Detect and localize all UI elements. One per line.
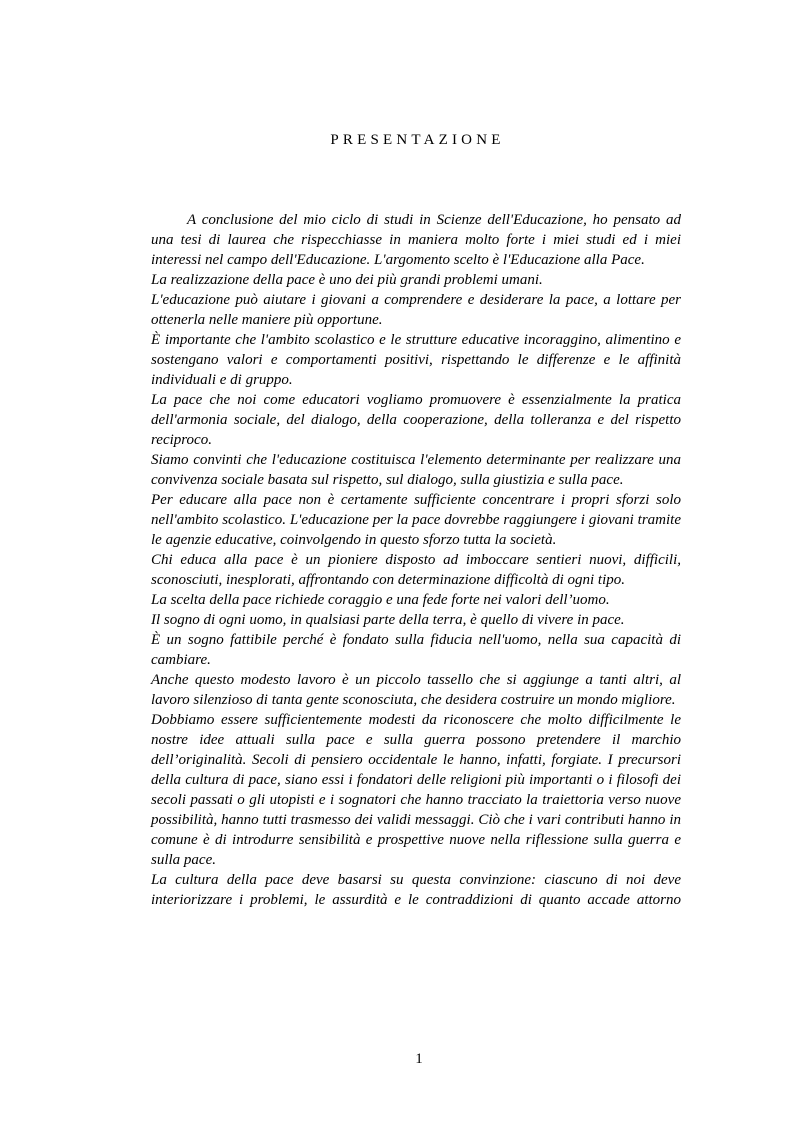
paragraph: Il sogno di ogni uomo, in qualsiasi parte della terra, è quello di vivere in pace. — [151, 612, 625, 628]
paragraph: Dobbiamo essere sufficientemente modesti da riconoscere che molto difficilmente le nostre idee attuali sulla pace e sulla guerra possono pretendere il marchio dell’originalità. Secoli di pensiero occidentale le hanno, infatti, forgiate. I precursori della cultura di pace, siano essi i fondatori delle religioni più importanti o i filosofi dei secoli passati o gli utopisti e i sognatori che hanno tracciato la traiettoria verso nuove possibilità, hanno tutti trasmesso dei validi messaggi. Ciò che i vari contributi hanno in comune è di introdurre sensibilità e prospettive nuove nella riflessione sulla guerra e sulla pace. — [151, 712, 681, 868]
paragraph: È un sogno fattibile perché è fondato sulla fiducia nell'uomo, nella sua capacità di cambiare. — [151, 632, 681, 668]
paragraph: A conclusione del mio ciclo di studi in Scienze dell'Educazione, ho pensato ad una tesi di laurea che rispecchiasse in maniera molto forte i miei studi ed i miei interessi nel campo dell'Educazione. L'argomento scelto è l'Educazione alla Pace. — [151, 212, 681, 268]
paragraph: Chi educa alla pace è un pioniere disposto ad imboccare sentieri nuovi, difficili, sconosciuti, inesplorati, affrontando con determinazione difficoltà di ogni tipo. — [151, 552, 681, 588]
paragraph: La scelta della pace richiede coraggio e una fede forte nei valori dell’uomo. — [151, 592, 610, 608]
paragraph: La cultura della pace deve basarsi su questa convinzione: ciascuno di noi deve interiorizzare i problemi, le assurdità e le contraddizioni di quanto accade attorno — [151, 872, 681, 908]
paragraph: Per educare alla pace non è certamente sufficiente concentrare i propri sforzi solo nell'ambito scolastico. L'educazione per la pace dovrebbe raggiungere i giovani tramite le agenzie educative, coinvolgendo in questo sforzo tutta la società. — [151, 492, 681, 548]
paragraph: L'educazione può aiutare i giovani a comprendere e desiderare la pace, a lottare per ottenerla nelle maniere più opportune. — [151, 292, 681, 328]
paragraph: La realizzazione della pace è uno dei più grandi problemi umani. — [151, 272, 543, 288]
paragraph: Anche questo modesto lavoro è un piccolo tassello che si aggiunge a tanti altri, al lavoro silenzioso di tanta gente sconosciuta, che desidera costruire un mondo migliore. — [151, 672, 681, 708]
paragraph: È importante che l'ambito scolastico e le strutture educative incoraggino, alimentino e sostengano valori e comportamenti positivi, rispettando le differenze e le affinità individuali e di gruppo. — [151, 332, 681, 388]
body-text — [151, 210, 681, 910]
page-number: 1 — [415, 1051, 423, 1067]
paragraph: La pace che noi come educatori vogliamo promuovere è essenzialmente la pratica dell'armonia sociale, del dialogo, della cooperazione, della tolleranza e del rispetto reciproco. — [151, 392, 681, 448]
paragraph: Siamo convinti che l'educazione costituisca l'elemento determinante per realizzare una convivenza sociale basata sul rispetto, sul dialogo, sulla giustizia e sulla pace. — [151, 452, 681, 488]
page-title: PRESENTAZIONE — [330, 132, 505, 148]
